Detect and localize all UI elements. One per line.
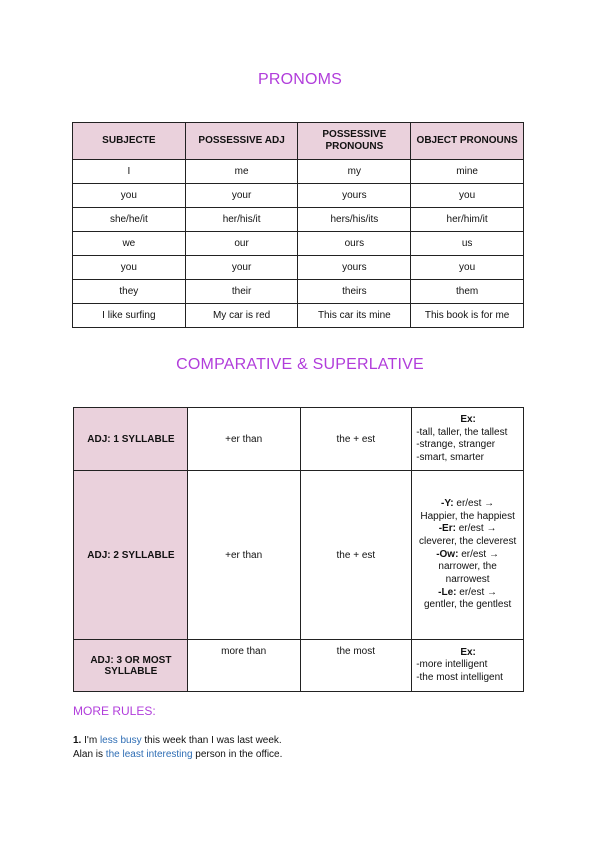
table-cell: we <box>73 232 186 256</box>
table-cell: your <box>185 184 298 208</box>
example-line: -the most intelligent <box>416 671 503 683</box>
header-subject: SUBJECTE <box>73 123 186 160</box>
table-row <box>73 184 524 208</box>
table-row <box>73 160 524 184</box>
table-row <box>74 471 524 640</box>
rule-item <box>415 549 520 587</box>
rule-text: person in the office. <box>195 749 283 760</box>
table-cell: their <box>185 280 298 304</box>
table-row <box>73 280 524 304</box>
table-cell: I like surfing <box>73 304 186 328</box>
more-rules-title: MORE RULES: <box>73 704 156 718</box>
table-row <box>73 304 524 328</box>
rule-key: -Er: <box>438 523 456 535</box>
rule-key: -Ow: <box>436 548 459 560</box>
header-possessive-adj: POSSESSIVE ADJ <box>185 123 298 160</box>
rule-example: cleverer, the cleverest <box>418 535 517 547</box>
table-cell: her/him/it <box>411 208 524 232</box>
pronouns-title: PRONOMS <box>257 71 343 88</box>
more-rules-text <box>73 734 282 762</box>
row-label-2-syllable: ADJ: 2 SYLLABLE <box>74 471 188 640</box>
example-cell <box>412 408 524 471</box>
rule-line-1 <box>73 734 282 748</box>
table-cell: me <box>185 160 298 184</box>
table-cell: my <box>298 160 411 184</box>
header-object-pronouns: OBJECT PRONOUNS <box>411 123 524 160</box>
rule-text: er/est → <box>459 586 498 598</box>
highlighted-phrase: less busy <box>99 735 142 746</box>
comparative-form: +er than <box>187 471 300 640</box>
header-possessive-pronouns: POSSESSIVE PRONOUNS <box>298 123 411 160</box>
table-cell: her/his/it <box>185 208 298 232</box>
table-cell: our <box>185 232 298 256</box>
table-cell: your <box>185 256 298 280</box>
table-cell: them <box>411 280 524 304</box>
table-cell: hers/his/its <box>298 208 411 232</box>
table-cell: they <box>73 280 186 304</box>
rule-number: 1. <box>73 735 82 746</box>
superlative-form: the most <box>300 640 412 692</box>
table-row <box>74 408 524 471</box>
rule-key: -Le: <box>438 586 457 598</box>
superlative-form: the + est <box>300 471 412 640</box>
table-cell: My car is red <box>185 304 298 328</box>
example-cell <box>412 640 524 692</box>
example-title: Ex: <box>460 646 476 658</box>
example-line: -more intelligent <box>416 659 488 671</box>
table-row <box>73 208 524 232</box>
table-row <box>73 232 524 256</box>
table-cell: This car its mine <box>298 304 411 328</box>
example-line: -strange, stranger <box>416 439 496 450</box>
rule-item <box>415 523 520 548</box>
comparative-title: COMPARATIVE & SUPERLATIVE <box>176 356 424 373</box>
table-cell: mine <box>411 160 524 184</box>
rule-example: narrower, the narrowest <box>438 561 497 586</box>
comparative-form: +er than <box>187 408 300 471</box>
table-cell: This book is for me <box>411 304 524 328</box>
rule-item <box>415 498 520 523</box>
table-row <box>74 640 524 692</box>
comparative-form: more than <box>187 640 300 692</box>
example-title: Ex: <box>460 414 476 425</box>
rule-text: this week than I was last week. <box>144 735 282 746</box>
rules-cell <box>412 471 524 640</box>
table-row <box>73 256 524 280</box>
row-label-1-syllable: ADJ: 1 SYLLABLE <box>74 408 188 471</box>
pronouns-header-row <box>73 123 524 160</box>
table-cell: yours <box>298 184 411 208</box>
rule-text: er/est → <box>461 548 499 560</box>
rule-key: -Y: <box>441 497 454 509</box>
highlighted-phrase: the least interesting <box>105 749 193 760</box>
table-cell: you <box>411 184 524 208</box>
rule-example: gentler, the gentlest <box>423 599 512 611</box>
rule-text: Alan is <box>73 749 104 760</box>
table-cell: you <box>411 256 524 280</box>
table-cell: yours <box>298 256 411 280</box>
table-cell: theirs <box>298 280 411 304</box>
rule-item <box>415 587 520 612</box>
example-line: -tall, taller, the tallest <box>416 426 508 438</box>
comparative-table <box>73 407 524 692</box>
table-cell: us <box>411 232 524 256</box>
table-cell: she/he/it <box>73 208 186 232</box>
rule-line-2 <box>73 748 282 762</box>
rule-example: Happier, the happiest <box>420 510 515 522</box>
table-cell: I <box>73 160 186 184</box>
table-cell: you <box>73 184 186 208</box>
row-label-3-syllable: ADJ: 3 OR MOST SYLLABLE <box>74 640 188 692</box>
table-cell: you <box>73 256 186 280</box>
example-line: -smart, smarter <box>416 451 484 463</box>
superlative-form: the + est <box>300 408 412 471</box>
rule-text: I'm <box>84 735 98 746</box>
rule-text: er/est → <box>456 497 495 509</box>
table-cell: ours <box>298 232 411 256</box>
rule-text: er/est → <box>458 523 497 535</box>
pronouns-table <box>72 122 524 328</box>
